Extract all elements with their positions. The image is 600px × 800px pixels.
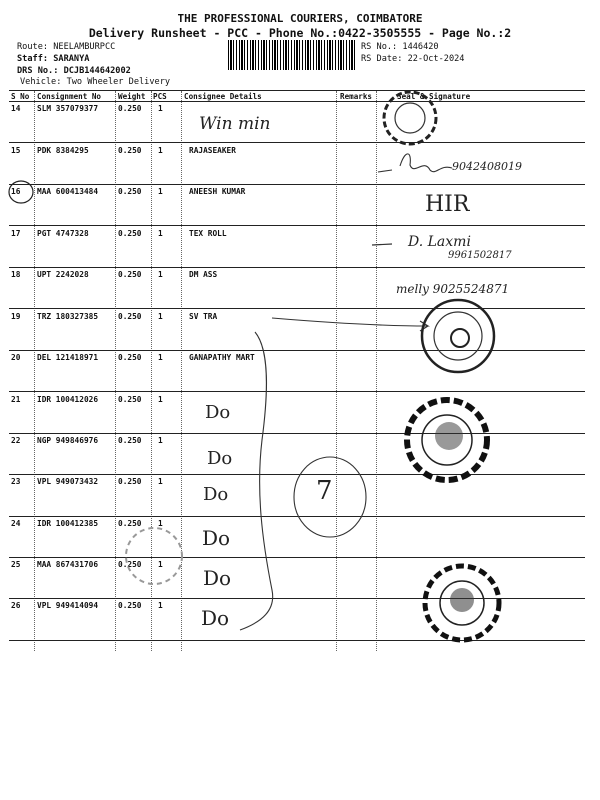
row-weight: 0.250 <box>118 519 142 528</box>
row-consignee: ANEESH KUMAR <box>189 187 246 196</box>
row-pcs: 1 <box>158 601 163 610</box>
row-sno: 18 <box>11 270 21 279</box>
ditto-mark: Do <box>203 566 232 590</box>
circle-mark <box>294 457 366 537</box>
circle-mark <box>9 181 33 203</box>
row-consignee: GANAPATHY MART <box>189 353 255 362</box>
handwritten-name-phone: melly 9025524871 <box>396 282 510 296</box>
row-consignee: RAJASEAKER <box>189 146 236 155</box>
header-weight: Weight <box>118 92 146 101</box>
row-sno: 15 <box>11 146 21 155</box>
rs-date: RS Date: 22-Oct-2024 <box>361 54 465 64</box>
handwritten-signature: Win min <box>199 114 271 134</box>
row-consignment-no: TRZ 180327385 <box>37 312 99 321</box>
row-pcs: 1 <box>158 353 163 362</box>
row-consignment-no: MAA 867431706 <box>37 560 99 569</box>
row-pcs: 1 <box>158 477 163 486</box>
row-pcs: 1 <box>158 395 163 404</box>
stamp-faint <box>126 528 182 584</box>
bracket-line <box>240 332 273 630</box>
ditto-mark: Do <box>201 606 230 630</box>
header-consignee: Consignee Details <box>184 92 262 101</box>
row-consignment-no: MAA 600413484 <box>37 187 99 196</box>
row-consignment-no: VPL 949073432 <box>37 477 99 486</box>
company-title: THE PROFESSIONAL COURIERS, COIMBATORE <box>177 12 423 25</box>
row-weight: 0.250 <box>118 477 142 486</box>
ditto-mark: Do <box>207 448 233 469</box>
row-sno: 22 <box>11 436 21 445</box>
arrow-mark <box>272 318 428 331</box>
row-consignment-no: PGT 4747328 <box>37 229 89 238</box>
rs-number: RS No.: 1446420 <box>361 42 439 52</box>
row-consignment-no: PDK 8384295 <box>37 146 89 155</box>
stamp-row22 <box>407 400 487 480</box>
row-pcs: 1 <box>158 187 163 196</box>
row-consignment-no: UPT 2242028 <box>37 270 89 279</box>
row-consignment-no: IDR 100412026 <box>37 395 99 404</box>
row-consignment-no: SLM 357079377 <box>37 104 99 113</box>
handwritten-phone: 9042408019 <box>452 160 522 173</box>
row-sno: 24 <box>11 519 21 528</box>
stamp-top <box>384 92 436 144</box>
ditto-mark: Do <box>202 526 231 550</box>
row-weight: 0.250 <box>118 353 142 362</box>
row-weight: 0.250 <box>118 146 142 155</box>
route-label: Route: NEELAMBURPCC <box>17 42 116 52</box>
row-pcs: 1 <box>158 270 163 279</box>
header-remarks: Remarks <box>340 92 373 101</box>
row-consignment-no: NGP 949846976 <box>37 436 99 445</box>
runsheet-subtitle: Delivery Runsheet - PCC - Phone No.:0422-3505555 - Page No.:2 <box>88 26 512 40</box>
row-consignment-no: IDR 100412385 <box>37 519 99 528</box>
stamp-row19 <box>422 300 494 372</box>
row-sno: 16 <box>11 187 21 196</box>
row-weight: 0.250 <box>118 395 142 404</box>
row-sno: 21 <box>11 395 21 404</box>
row-weight: 0.250 <box>118 560 142 569</box>
vehicle-label: Vehicle: Two Wheeler Delivery <box>20 77 171 87</box>
row-weight: 0.250 <box>118 436 142 445</box>
row-consignee: SV TRA <box>189 312 218 321</box>
handwritten-name: D. Laxmi <box>408 234 471 250</box>
row-pcs: 1 <box>158 229 163 238</box>
row-pcs: 1 <box>158 519 163 528</box>
row-pcs: 1 <box>158 312 163 321</box>
drs-label: DRS No.: DCJB144642002 <box>17 66 131 76</box>
row-consignee: DM ASS <box>189 270 218 279</box>
row-sno: 26 <box>11 601 21 610</box>
row-pcs: 1 <box>158 436 163 445</box>
row-sno: 20 <box>11 353 21 362</box>
row-weight: 0.250 <box>118 312 142 321</box>
handwritten-initials: HIR <box>425 192 470 217</box>
header-pcs: PCS <box>153 92 167 101</box>
row-sno: 19 <box>11 312 21 321</box>
row-pcs: 1 <box>158 146 163 155</box>
signature-scribble <box>378 154 452 172</box>
row-sno: 23 <box>11 477 21 486</box>
row-weight: 0.250 <box>118 601 142 610</box>
row-sno: 25 <box>11 560 21 569</box>
stamp-row25 <box>425 566 499 640</box>
header-seal: Seal & Signature <box>397 92 471 101</box>
row-weight: 0.250 <box>118 270 142 279</box>
row-sno: 14 <box>11 104 21 113</box>
row-weight: 0.250 <box>118 104 142 113</box>
row-consignment-no: VPL 949414094 <box>37 601 99 610</box>
row-pcs: 1 <box>158 104 163 113</box>
row-sno: 17 <box>11 229 21 238</box>
header-consignment: Consignment No <box>37 92 102 101</box>
row-consignee: TEX ROLL <box>189 229 227 238</box>
row-pcs: 1 <box>158 560 163 569</box>
ditto-mark: Do <box>205 402 231 423</box>
ditto-mark: Do <box>203 484 229 505</box>
circled-number: 7 <box>316 476 333 506</box>
row-weight: 0.250 <box>118 229 142 238</box>
staff-label: Staff: SARANYA <box>17 54 90 64</box>
handwritten-phone: 9961502817 <box>448 250 512 261</box>
header-sno: S No <box>11 92 30 101</box>
row-consignment-no: DEL 121418971 <box>37 353 99 362</box>
dash-mark <box>372 244 392 245</box>
row-weight: 0.250 <box>118 187 142 196</box>
